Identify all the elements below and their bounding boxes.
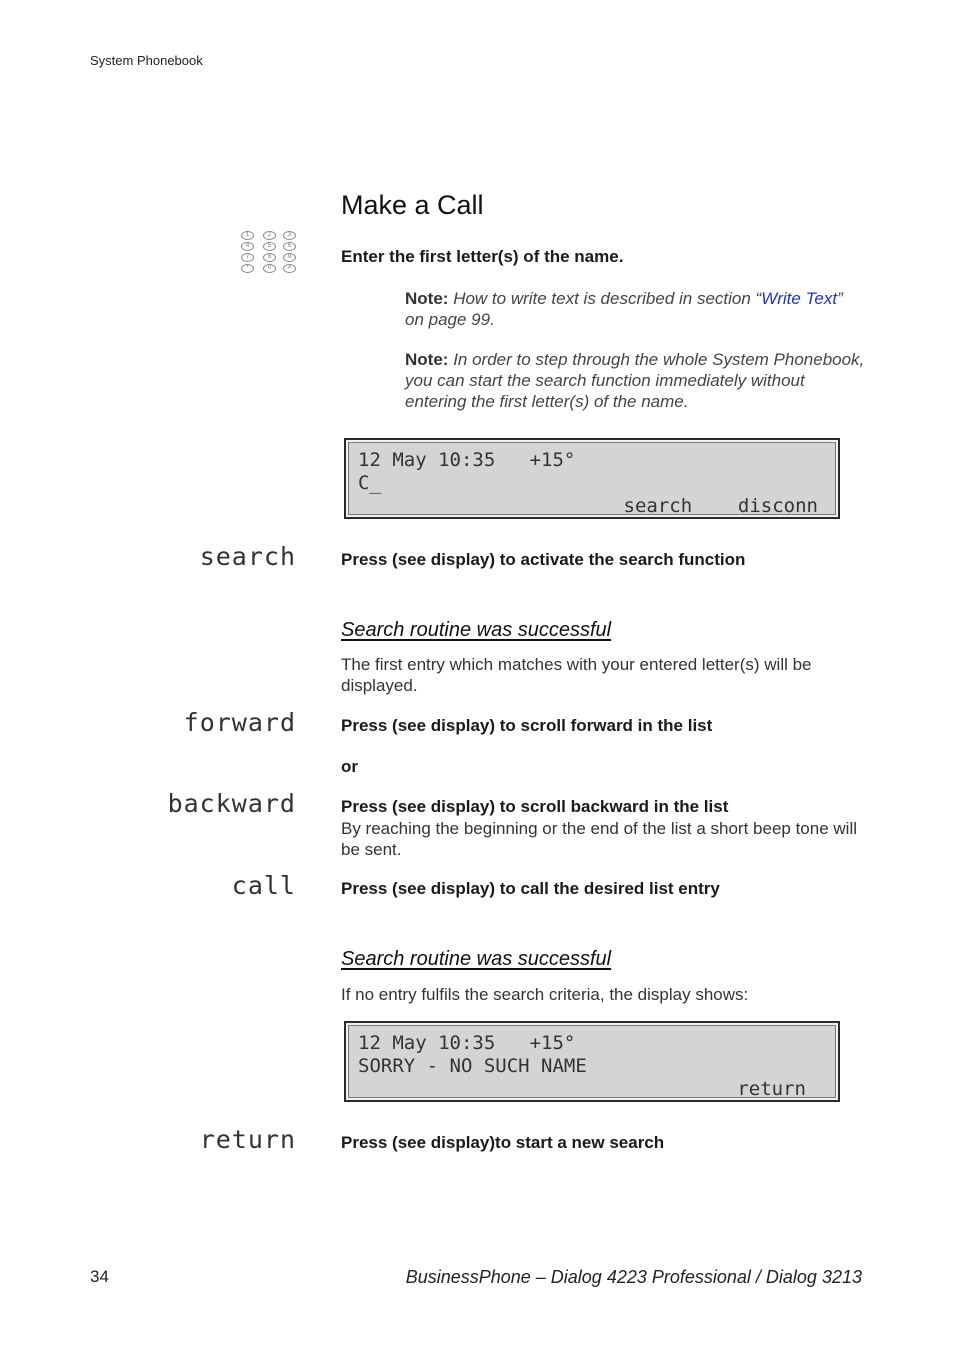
footer-product-title: BusinessPhone – Dialog 4223 Professional / Dialog 3213 — [405, 1267, 862, 1287]
page-title: Make a Call — [341, 190, 484, 220]
running-header: System Phonebook — [90, 53, 203, 68]
keypad-icon — [241, 231, 297, 275]
softkey-forward: forward — [183, 708, 296, 737]
softkey-backward: backward — [167, 789, 296, 818]
softkey-search: search — [199, 542, 296, 571]
keypad-key: 4 — [241, 242, 254, 251]
keypad-key: 0 — [263, 264, 276, 273]
step-enter-letters: Enter the first letter(s) of the name. — [341, 247, 624, 266]
text-first-entry: The first entry which matches with your entered letter(s) will be displayed. — [341, 655, 812, 695]
keypad-key: # — [283, 264, 296, 273]
note-step-through — [405, 349, 865, 412]
keypad-key: 3 — [283, 231, 296, 240]
step-search: Press (see display) to activate the search function — [341, 550, 746, 569]
or-label: or — [341, 757, 358, 776]
keypad-key: 5 — [263, 242, 276, 251]
subheading-success: Search routine was successful — [341, 619, 612, 641]
note-text: How to write text is described in section “ — [453, 289, 762, 308]
display-status-line: 12 May 10:35 +15° — [358, 1032, 576, 1054]
step-forward: Press (see display) to scroll forward in the list — [341, 716, 713, 735]
softkey-return: return — [199, 1125, 296, 1154]
keypad-key: * — [241, 264, 254, 273]
note-label: Note: — [405, 289, 449, 308]
step-backward: Press (see display) to scroll backward in the list — [341, 797, 729, 816]
display-status-line: 12 May 10:35 +15° — [358, 449, 576, 471]
display-softkey-line: search disconn — [623, 495, 818, 517]
note-write-text — [405, 288, 865, 330]
display-message-line: SORRY - NO SUCH NAME — [358, 1055, 587, 1077]
note-text: ” on page 99. — [405, 289, 843, 329]
phone-display-no-name — [344, 1021, 840, 1102]
write-text-link[interactable]: Write Text — [761, 289, 838, 308]
phone-display-search — [344, 438, 840, 519]
display-input-line: C_ — [358, 472, 381, 494]
keypad-key: 7 — [241, 253, 254, 262]
subheading-no-match: Search routine was successful — [341, 948, 612, 970]
step-return: Press (see display)to start a new search — [341, 1133, 665, 1152]
text-no-entry: If no entry fulfils the search criteria, the display shows: — [341, 985, 749, 1004]
step-call: Press (see display) to call the desired list entry — [341, 879, 720, 898]
keypad-key: 2 — [263, 231, 276, 240]
note-label: Note: — [405, 350, 449, 369]
page-number: 34 — [90, 1267, 109, 1286]
keypad-key: 8 — [263, 253, 276, 262]
text-beep: By reaching the beginning or the end of the list a short beep tone will be sent. — [341, 819, 858, 859]
display-softkey-line: return — [737, 1078, 806, 1100]
note-text: In order to step through the whole System Phonebook, you can start the search function immediately without entering the first letter(s) of the name. — [405, 350, 865, 411]
keypad-key: 9 — [283, 253, 296, 262]
softkey-call: call — [231, 871, 296, 900]
keypad-key: 1 — [241, 231, 254, 240]
keypad-key: 6 — [283, 242, 296, 251]
